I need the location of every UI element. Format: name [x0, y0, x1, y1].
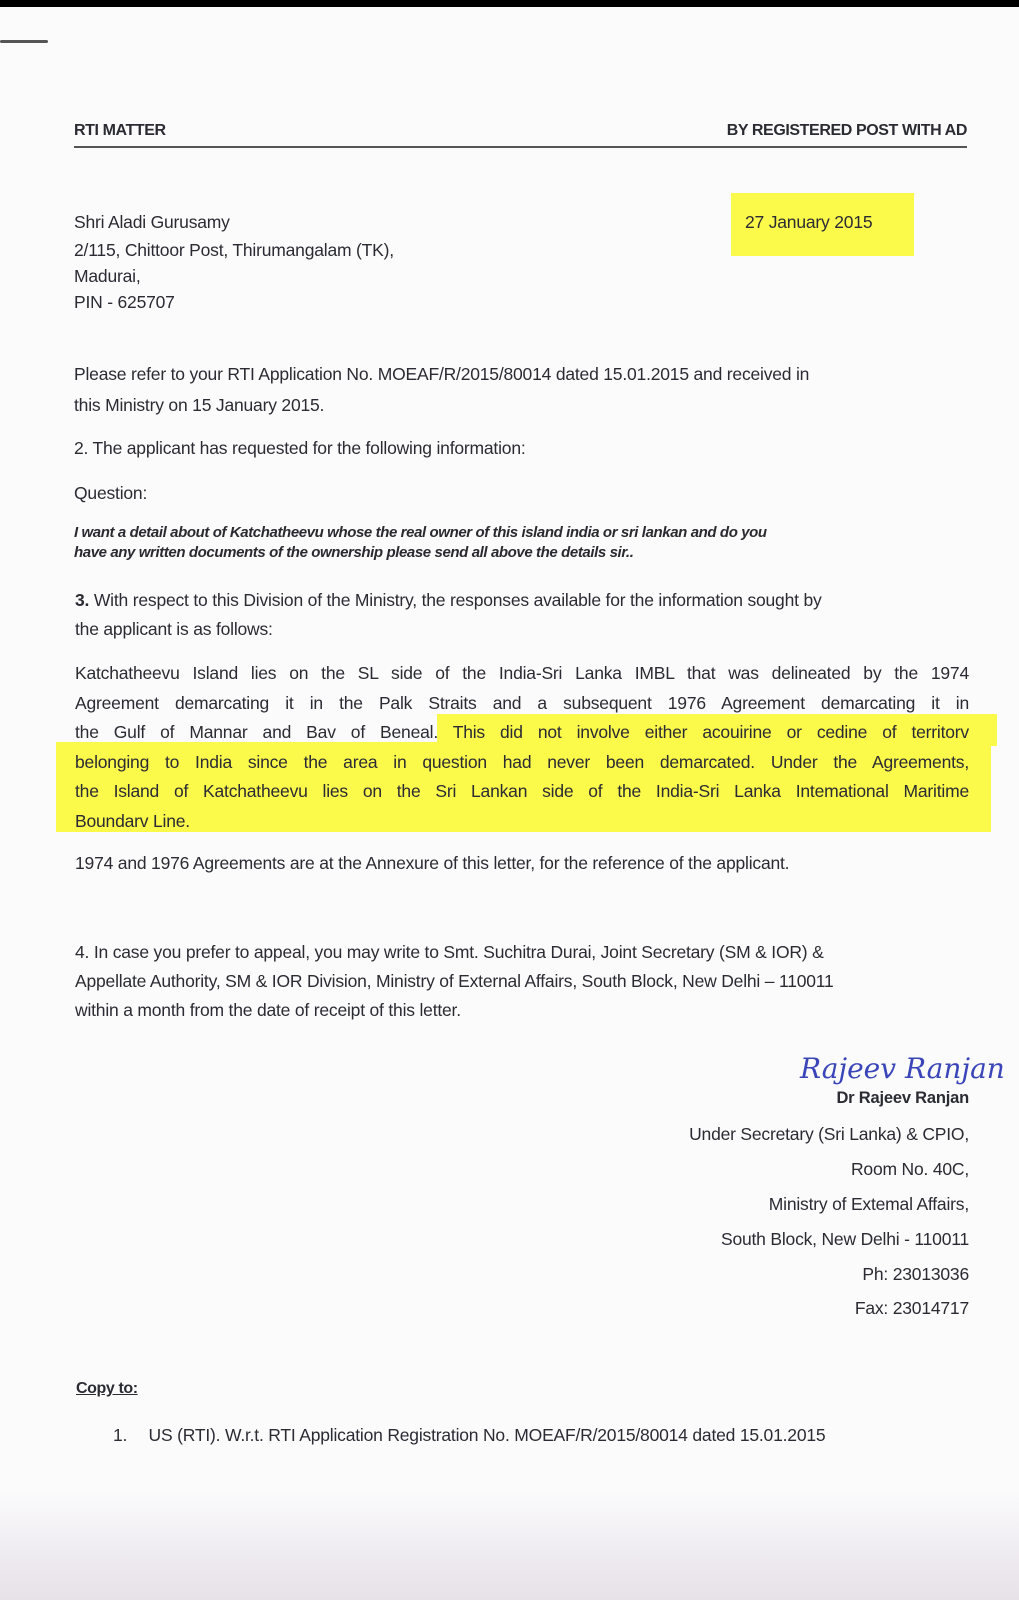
point-4-line-2: Appellate Authority, SM & IOR Division, Ministry of External Affairs, South Block, New Delhi – 110011	[75, 971, 834, 991]
question-label: Question:	[74, 483, 148, 503]
signatory-fax: Fax: 23014717	[854, 1298, 969, 1318]
copy-to-item-text: US (RTI). W.r.t. RTI Application Registration No. MOEAF/R/2015/80014 dated 15.01.2015	[148, 1425, 826, 1445]
point-4-line-1: 4. In case you prefer to appeal, you may write to Smt. Suchitra Durai, Joint Secretary (SM & IOR) &	[75, 942, 824, 962]
question-line-1: I want a detail about of Katchatheevu whose the real owner of this island india or sri lankan and do you	[74, 524, 767, 541]
response-line-3b: This did not involve either acouirine or cedine of territorv	[452, 722, 969, 742]
response-line-5: the Island of Katchatheevu lies on the Sri Lankan side of the India-Sri Lanka Intemational Maritime	[75, 781, 969, 801]
response-line-4: belonging to India since the area in question had never been demarcated. Under the Agreements,	[75, 751, 969, 772]
recipient-address-2: Madurai,	[74, 266, 141, 286]
question-text	[74, 523, 767, 563]
signatory-designation: Under Secretary (Sri Lanka) & CPIO,	[689, 1124, 969, 1144]
top-border	[0, 0, 1019, 7]
letter-header	[74, 122, 967, 148]
page-bottom-shadow	[0, 1490, 1019, 1600]
letter-date: 27 January 2015	[745, 212, 873, 232]
response-line-3	[75, 718, 969, 748]
recipient-address-1: 2/115, Chittoor Post, Thirumangalam (TK),	[74, 240, 394, 260]
signatory-address: South Block, New Delhi - 110011	[720, 1229, 969, 1249]
reference-line-2: this Ministry on 15 January 2015.	[74, 395, 325, 415]
response-line-6: Boundarv Line.	[75, 810, 190, 831]
point-2: 2. The applicant has requested for the following information:	[74, 438, 526, 458]
signatory-name: Dr Rajeev Ranjan	[836, 1089, 969, 1107]
handwritten-signature: Rajeev Ranjan	[800, 1052, 1005, 1085]
point-3-line-2: the applicant is as follows:	[75, 619, 273, 639]
annexure-note: 1974 and 1976 Agreements are at the Annexure of this letter, for the reference of the applicant.	[75, 853, 790, 873]
point-4-line-3: within a month from the date of receipt of this letter.	[75, 1000, 461, 1020]
recipient-name: Shri Aladi Gurusamy	[74, 212, 230, 232]
date-highlight	[731, 193, 914, 256]
recipient-pin: PIN - 625707	[74, 292, 175, 312]
point-3-line-1	[75, 590, 822, 610]
copy-to-label: Copy to:	[76, 1380, 138, 1397]
signatory-room: Room No. 40C,	[850, 1159, 969, 1179]
question-line-2: have any written documents of the ownership please send all above the details sir..	[74, 544, 634, 561]
point-3-number: 3.	[75, 590, 90, 610]
header-registered-post: BY REGISTERED POST WITH AD	[726, 122, 967, 139]
reference-line-1: Please refer to your RTI Application No. MOEAF/R/2015/80014 dated 15.01.2015 and received in	[74, 364, 810, 384]
scan-mark	[0, 40, 48, 43]
signatory-phone: Ph: 23013036	[862, 1264, 969, 1284]
copy-to-item-number: 1.	[113, 1425, 128, 1445]
copy-to-item	[113, 1425, 825, 1445]
point-3-text: With respect to this Division of the Ministry, the responses available for the information sought by	[89, 590, 822, 610]
response-paragraph	[75, 659, 969, 836]
response-line-1: Katchatheevu Island lies on the SL side of the India-Sri Lanka IMBL that was delineated by the 1974	[75, 663, 969, 683]
signatory-ministry: Ministry of Extemal Affairs,	[768, 1194, 969, 1214]
response-line-2: Agreement demarcating it in the Palk Straits and a subsequent 1976 Agreement demarcating it in	[75, 692, 969, 713]
response-line-3a: the Gulf of Mannar and Bav of Beneal.	[75, 722, 453, 742]
header-rti-matter: RTI MATTER	[74, 122, 166, 139]
